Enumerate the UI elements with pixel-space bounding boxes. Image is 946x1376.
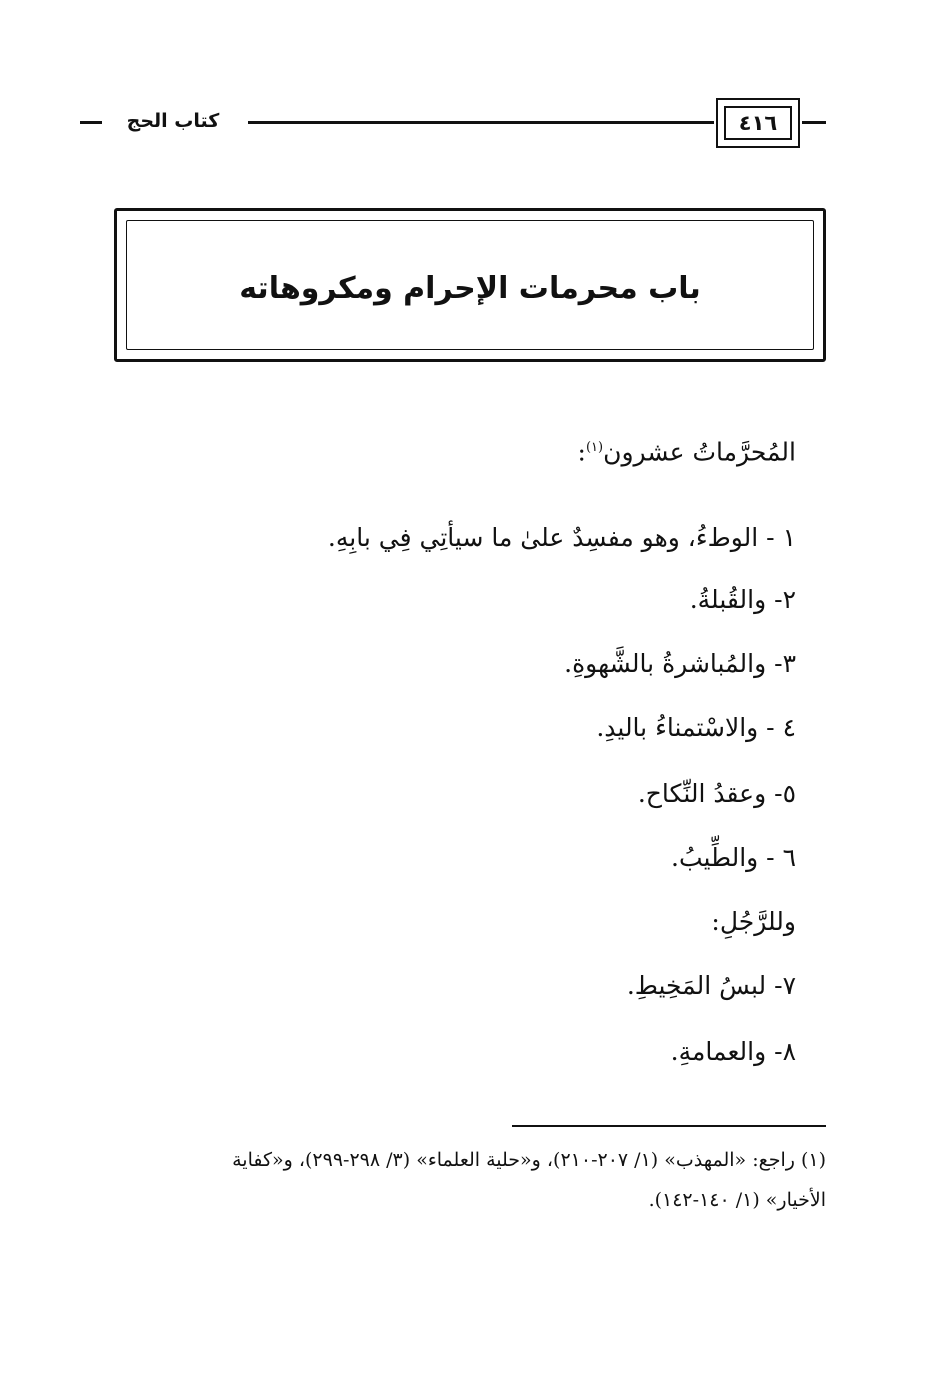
chapter-title-inner-frame	[126, 220, 814, 350]
list-item: ٦ - والطِّيبُ.	[671, 843, 796, 872]
footnote-ref: (١)	[585, 440, 604, 455]
list-item: ٢- والقُبلةُ.	[689, 585, 796, 614]
intro-text: المُحرَّماتُ عشرون	[603, 437, 796, 467]
footnote-line-2: الأخيار» (١/ ١٤٠-١٤٢).	[648, 1189, 826, 1211]
intro-line	[578, 428, 796, 472]
chapter-title: باب محرمات الإحرام ومكروهاته	[239, 271, 701, 306]
footnote-line-1: (١) راجع: «المهذب» (١/ ٢٠٧-٢١٠)، و«حلية العلماء» (٣/ ٢٩٨-٢٩٩)، و«كفاية	[232, 1149, 826, 1171]
chapter-title-frame	[114, 208, 826, 362]
list-item: ٧- لبسُ المَخِيطِ.	[626, 971, 796, 1000]
list-item: ١ - الوطءُ، وهو مفسِدٌ علىٰ ما سيأتِي فِي بابِهِ.	[327, 523, 796, 552]
intro-colon: :	[577, 437, 586, 467]
header-rule-middle	[248, 121, 714, 124]
list-item: ٣- والمُباشرةُ بالشَّهوةِ.	[564, 649, 796, 678]
running-book-title: كتاب الحج	[126, 110, 220, 132]
header-rule-left	[80, 121, 102, 124]
list-item: ٤ - والاسْتمناءُ باليدِ.	[596, 713, 796, 742]
header-rule-right	[802, 121, 826, 124]
list-item: ٥- وعقدُ النِّكاح.	[637, 779, 796, 808]
men-heading: وللرَّجُلِ:	[711, 907, 796, 936]
page-number-frame	[716, 98, 800, 148]
list-item: ٨- والعمامةِ.	[670, 1037, 796, 1066]
footnote-separator	[512, 1125, 826, 1127]
page-number: ٤١٦	[724, 106, 792, 140]
